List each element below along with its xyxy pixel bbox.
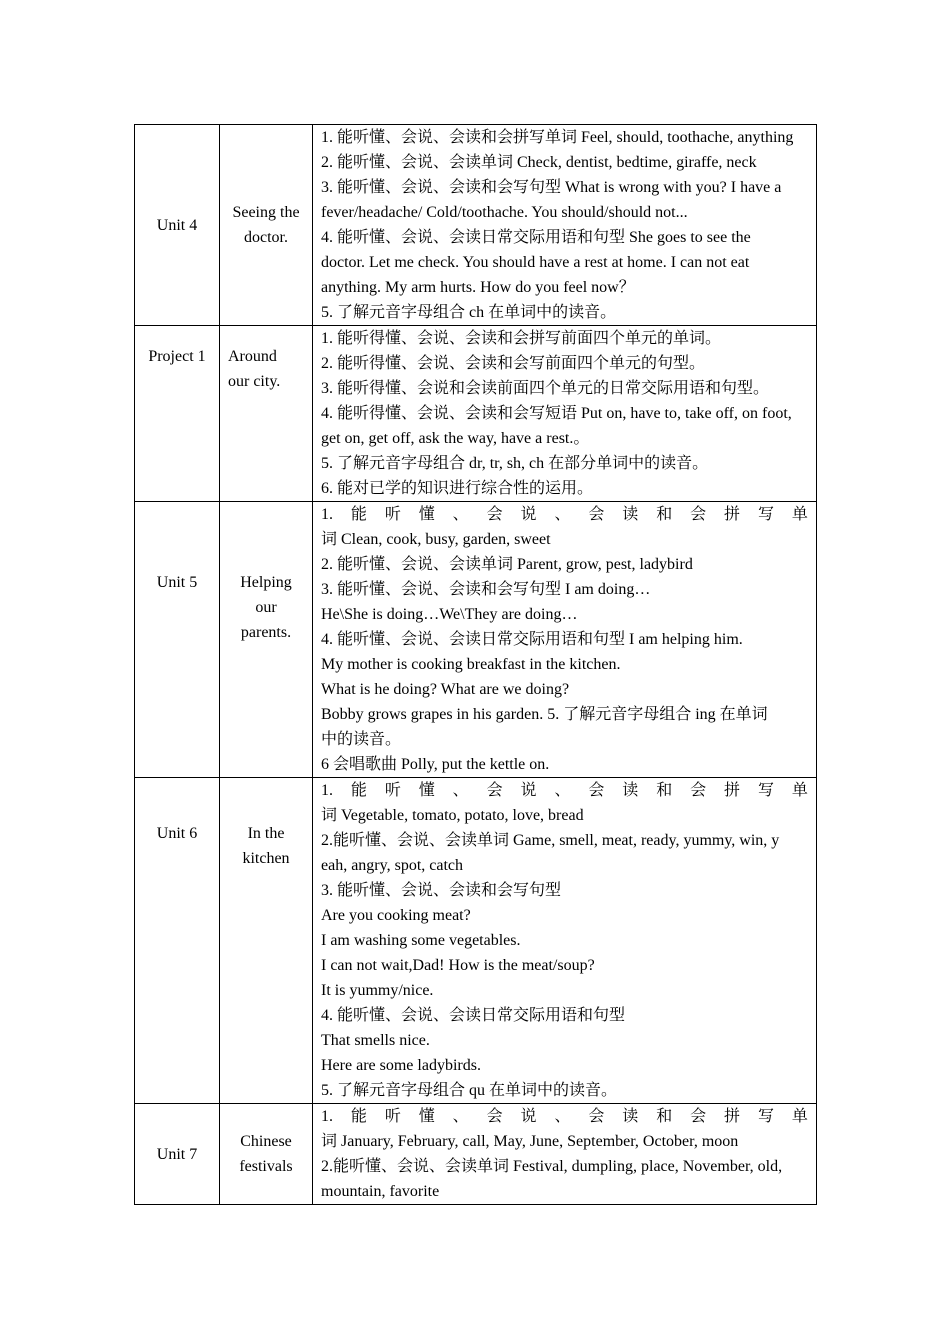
goal-line: Bobby grows grapes in his garden. 5. 了解元音字母组合 ing 在单词 [321, 706, 768, 723]
goals-cell [313, 326, 817, 502]
goal-line: 2.能听懂、会说、会读单词 Festival, dumpling, place, November, old, [321, 1158, 783, 1175]
goal-line-justified: 1. 能 听 懂 、 会 说 、 会 读 和 会 拼 写 单 [321, 506, 808, 523]
goal-line: get on, get off, ask the way, have a rest.。 [321, 430, 590, 447]
table-row [135, 1104, 817, 1205]
goals-cell [313, 1104, 817, 1205]
unit-cell: Unit 7 [135, 1104, 220, 1205]
goal-line: 5. 了解元音字母组合 qu 在单词中的读音。 [321, 1082, 618, 1099]
goal-line: 词 January, February, call, May, June, September, October, moon [321, 1133, 739, 1150]
table-row [135, 125, 817, 326]
goal-line: anything. My arm hurts. How do you feel now？ [321, 279, 635, 296]
goal-line: 5. 了解元音字母组合 ch 在单词中的读音。 [321, 304, 617, 321]
topic-cell: Helping our parents. [220, 502, 313, 778]
goal-line: That smells nice. [321, 1032, 430, 1049]
table-row [135, 778, 817, 1104]
goal-line-justified: 1. 能 听 懂 、 会 说 、 会 读 和 会 拼 写 单 [321, 1108, 808, 1125]
goal-line: 词 Vegetable, tomato, potato, love, bread [321, 807, 584, 824]
unit-cell: Unit 5 [135, 502, 220, 778]
goal-line: What is he doing? What are we doing? [321, 681, 570, 698]
goal-line: 3. 能听得懂、会说和会读前面四个单元的日常交际用语和句型。 [321, 380, 770, 397]
goal-line: My mother is cooking breakfast in the kitchen. [321, 656, 621, 673]
goal-line: 4. 能听得懂、会说、会读和会写短语 Put on, have to, take off, on foot, [321, 405, 792, 422]
goal-line: 6 会唱歌曲 Polly, put the kettle on. [321, 756, 550, 773]
table-row [135, 326, 817, 502]
syllabus-table [134, 124, 817, 1205]
goal-line: 5. 了解元音字母组合 dr, tr, sh, ch 在部分单词中的读音。 [321, 455, 709, 472]
goal-line: 4. 能听懂、会说、会读日常交际用语和句型 I am helping him. [321, 631, 743, 648]
goal-line: It is yummy/nice. [321, 982, 434, 999]
goal-line: mountain, favorite [321, 1183, 440, 1200]
goal-line: 3. 能听懂、会说、会读和会写句型 I am doing… [321, 581, 651, 598]
goal-line: 2. 能听懂、会说、会读单词 Parent, grow, pest, ladybird [321, 556, 693, 573]
topic-cell: In the kitchen [220, 778, 313, 1104]
topic-cell: Around our city. [220, 326, 313, 502]
goal-line: 中的读音。 [321, 731, 402, 748]
goal-line: 3. 能听懂、会说、会读和会写句型 What is wrong with you? I have a [321, 179, 782, 196]
goal-line: eah, angry, spot, catch [321, 857, 464, 874]
goal-line: 2. 能听得懂、会说、会读和会写前面四个单元的句型。 [321, 355, 706, 372]
unit-cell: Unit 4 [135, 125, 220, 326]
goals-cell [313, 125, 817, 326]
goal-line: 1. 能听懂、会说、会读和会拼写单词 Feel, should, toothache, anything [321, 129, 794, 146]
goal-line: doctor. Let me check. You should have a rest at home. I can not eat [321, 254, 750, 271]
table-row [135, 502, 817, 778]
goal-line: 6. 能对已学的知识进行综合性的运用。 [321, 480, 594, 497]
goal-line: 3. 能听懂、会说、会读和会写句型 [321, 882, 562, 899]
goal-line: He\She is doing…We\They are doing… [321, 606, 578, 623]
goals-cell [313, 502, 817, 778]
goals-cell [313, 778, 817, 1104]
topic-cell: Chinese festivals [220, 1104, 313, 1205]
goal-line: 词 Clean, cook, busy, garden, sweet [321, 531, 551, 548]
goal-line: 2. 能听懂、会说、会读单词 Check, dentist, bedtime, giraffe, neck [321, 154, 757, 171]
goal-line: fever/headache/ Cold/toothache. You should/should not... [321, 204, 688, 221]
unit-cell: Unit 6 [135, 778, 220, 1104]
goal-line: 2.能听懂、会说、会读单词 Game, smell, meat, ready, yummy, win, y [321, 832, 780, 849]
goal-line: Here are some ladybirds. [321, 1057, 481, 1074]
unit-cell: Project 1 [135, 326, 220, 502]
goal-line: 4. 能听懂、会说、会读日常交际用语和句型 She goes to see the [321, 229, 751, 246]
goal-line: 1. 能听得懂、会说、会读和会拼写前面四个单元的单词。 [321, 330, 722, 347]
goal-line: 4. 能听懂、会说、会读日常交际用语和句型 [321, 1007, 626, 1024]
topic-cell: Seeing the doctor. [220, 125, 313, 326]
goal-line: Are you cooking meat? [321, 907, 471, 924]
goal-line: I am washing some vegetables. [321, 932, 521, 949]
goal-line-justified: 1. 能 听 懂 、 会 说 、 会 读 和 会 拼 写 单 [321, 782, 808, 799]
goal-line: I can not wait,Dad! How is the meat/soup? [321, 957, 595, 974]
